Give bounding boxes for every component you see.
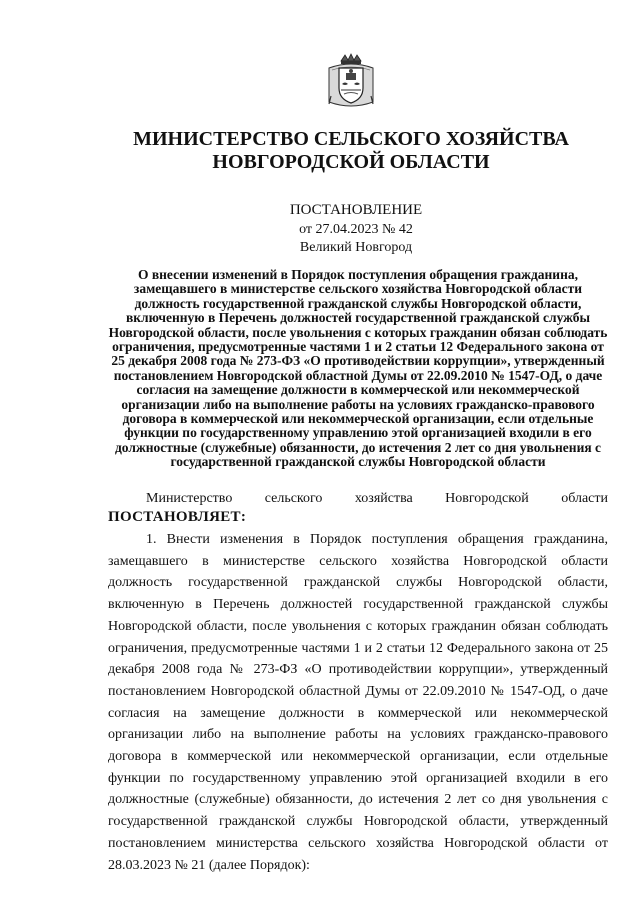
ministry-title-line-1: МИНИСТЕРСТВО СЕЛЬСКОГО ХОЗЯЙСТВА	[133, 128, 569, 150]
document-type: ПОСТАНОВЛЕНИЕ	[289, 202, 423, 218]
preamble-issuer: Министерство сельского хозяйства Новгородской области	[146, 491, 608, 506]
decree-word: ПОСТАНОВЛЯЕТ:	[108, 509, 247, 525]
preamble	[108, 490, 608, 527]
document-date-number: от 27.04.2023 № 42	[299, 222, 413, 237]
ministry-title	[60, 128, 640, 174]
ministry-title-line-2: НОВГОРОДСКОЙ ОБЛАСТИ	[212, 151, 490, 173]
document-subject: О внесении изменений в Порядок поступления обращения гражданина, замещавшего в министерстве сельского хозяйства Новгородской области должность государственной гражданской службы Новгородской области, включенную в Перечень должностей государственной гражданской службы Новгородской области, после увольнения с которых гражданин обязан соблюдать ограничения, предусмотренные частями 1 и 2 статьи 12 Федерального закона от 25 декабря 2008 года № 273-ФЗ «О противодействии коррупции», утвержденный постановлением Новгородской областной Думы от 22.09.2010 № 1547-ОД, о даче согласия на замещение должности в коммерческой или некоммерческой организации либо на выполнение работы на условиях гражданско-правового договора в коммерческой или некоммерческой организации, если отдельные функции по государственному управлению этой организацией входили в его должностные (служебные) обязанности, до истечения 2 лет со дня увольнения с государственной гражданской службы Новгородской области	[108, 267, 608, 470]
paragraph-1: 1. Внести изменения в Порядок поступления обращения гражданина, замещавшего в министерстве сельского хозяйства Новгородской области должность государственной гражданской службы Новгородской области, включенную в Перечень должностей государственной гражданской службы Новгородской области, после увольнения с которых гражданин обязан соблюдать ограничения, предусмотренные частями 1 и 2 статьи 12 Федерального закона от 25 декабря 2008 года № 273-ФЗ «О противодействии коррупции», утвержденный постановлением Новгородской областной Думы от 22.09.2010 № 1547-ОД, о даче согласия на замещение должности в коммерческой или некоммерческой организации либо на выполнение работы на условиях гражданско-правового договора в коммерческой или некоммерческой организации, если отдельные функции по государственному управлению этой организацией входили в его должностные (служебные) обязанности, до истечения 2 лет со дня увольнения с государственной гражданской службы Новгородской области, утвержденный постановлением министерства сельского хозяйства Новгородской области от 28.03.2023 № 21 (далее Порядок):	[108, 532, 608, 873]
document-place: Великий Новгород	[299, 240, 413, 255]
novgorod-coat-of-arms-icon	[323, 52, 379, 110]
